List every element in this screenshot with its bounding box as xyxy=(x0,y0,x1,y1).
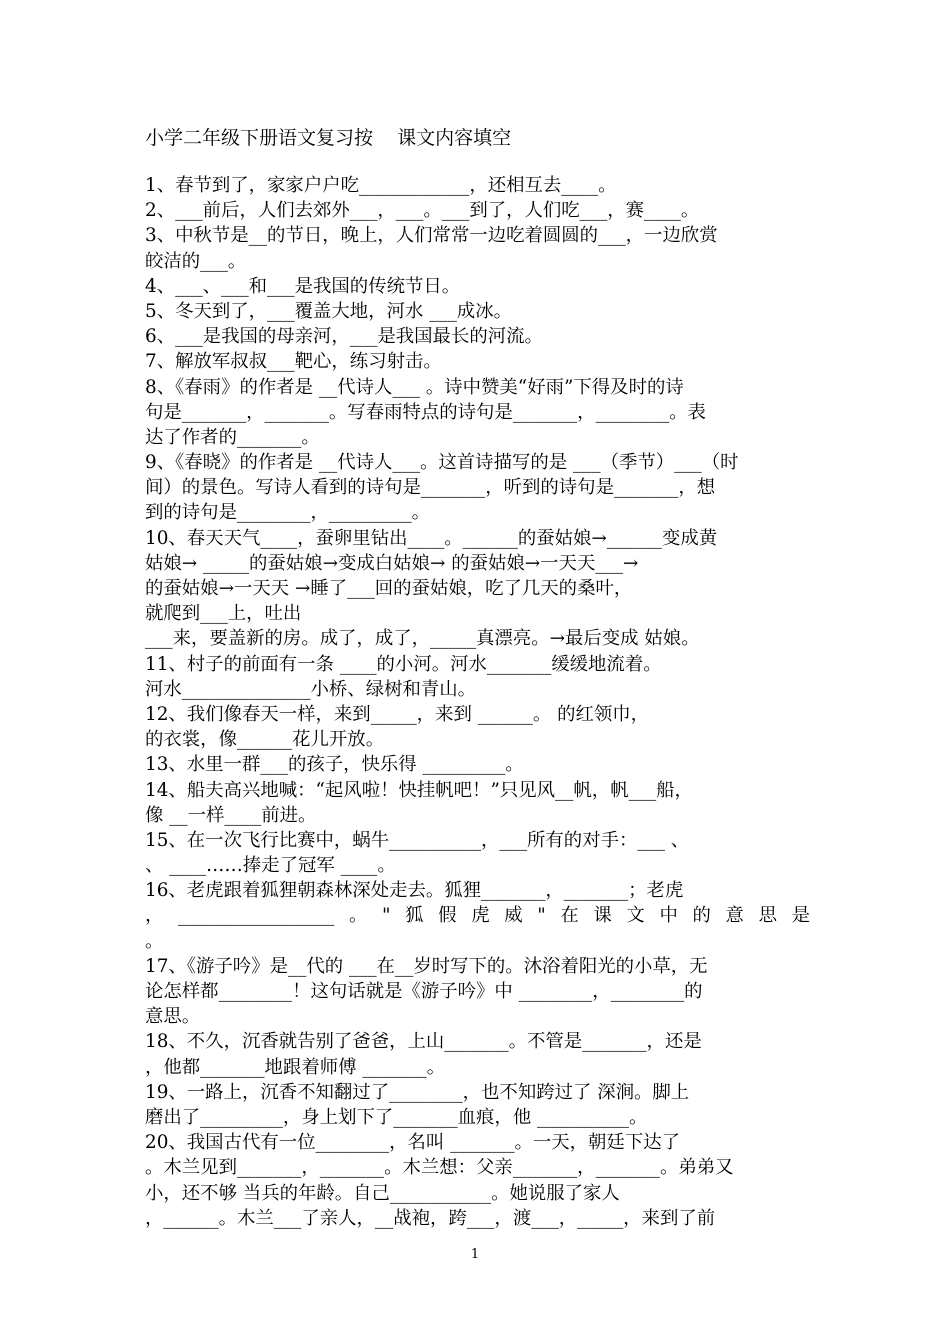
text-line: ，_________________。"狐假虎威"在课文中的意思是 xyxy=(145,905,810,927)
document-body xyxy=(145,173,810,1231)
text-line: 姑娘→ _____的蚕姑娘→变成白姑娘→ 的蚕姑娘→一天天___→ xyxy=(145,552,639,574)
text-line: 6、___是我国的母亲河，___是我国最长的河流。 xyxy=(145,326,543,348)
text-line: 10、春天天气____，蚕卵里钻出____。______的蚕姑娘→______变成黄 xyxy=(145,527,718,549)
text-line: 、 ____……捧走了冠军 ____。 xyxy=(145,855,396,877)
text-line: 19、一路上，沉香不知翻过了________，也不知跨过了 深涧。脚上 xyxy=(145,1081,690,1103)
text-line: 16、老虎跟着狐狸朝森林深处走去。狐狸_______，_______；老虎 xyxy=(145,880,684,902)
text-line: 意思。 xyxy=(145,1006,201,1028)
text-line: 13、水里一群___的孩子，快乐得 _________。 xyxy=(145,754,524,776)
text-line: 4、___、___和___是我国的传统节日。 xyxy=(145,275,461,297)
text-line: 1、春节到了，家家户户吃____________，还相互去____。 xyxy=(145,175,617,196)
text-line: 就爬到___上，吐出 xyxy=(145,603,302,625)
text-line: 的蚕姑娘→一天天 →睡了___回的蚕姑娘，吃了几天的桑叶， xyxy=(145,578,633,599)
document-title: 小学二年级下册语文复习按 课文内容填空 xyxy=(145,127,512,149)
text-line: ，他都_______地跟着师傅 _______。 xyxy=(145,1056,446,1078)
text-line: 间）的景色。写诗人看到的诗句是_______，听到的诗句是_______，想 xyxy=(145,477,716,499)
text-line: 磨出了_________，身上划下了_______血痕，他 __________。 xyxy=(145,1106,648,1128)
text-line: 5、冬天到了，___覆盖大地，河水 ___成冰。 xyxy=(145,300,512,322)
text-line: 3、中秋节是__的节日，晚上，人们常常一边吃着圆圆的___，一边欣赏 xyxy=(145,225,718,247)
text-line: 。 xyxy=(145,930,164,952)
text-line: 达了作者的_______。 xyxy=(145,426,320,448)
text-line: 7、解放军叔叔___靶心，练习射击。 xyxy=(145,351,442,373)
text-line: ___来，要盖新的房。成了，成了，_____真漂亮。→最后变成 姑娘。 xyxy=(145,628,700,650)
text-line: 小，还不够 当兵的年龄。自己___________。她说服了家人 xyxy=(145,1182,620,1204)
text-line: 句是_______，_______。写春雨特点的诗句是_______，________。表 xyxy=(145,401,706,423)
text-line: 20、我国古代有一位________，名叫 _______。一天，朝廷下达了 xyxy=(145,1132,680,1154)
text-line: 18、不久，沉香就告别了爸爸，上山_______。不管是_______，还是 xyxy=(145,1031,702,1053)
text-line: 9、《春晓》的作者是 __代诗人___。这首诗描写的是 ___（季节）___（时 xyxy=(145,452,739,474)
text-line: 。木兰见到_______，_______。木兰想：父亲_______，_______。弟弟又 xyxy=(145,1157,734,1179)
text-line: ，______。木兰___了亲人，__战袍，跨___，渡___，_____，来到了前 xyxy=(145,1207,716,1229)
text-line: 到的诗句是________，_________。 xyxy=(145,502,431,524)
text-line: 的衣裳，像______花儿开放。 xyxy=(145,729,385,751)
text-line: 皎洁的___。 xyxy=(145,250,247,272)
text-line: 2、___前后，人们去郊外___，___。___到了，人们吃___，赛____。 xyxy=(145,200,700,222)
text-line: 像 __一样____前进。 xyxy=(145,804,317,826)
page-number: 1 xyxy=(470,1247,480,1262)
text-line: 12、我们像春天一样，来到_____，来到 ______。 的红领巾， xyxy=(145,703,650,725)
text-line: 8、《春雨》的作者是 __代诗人___ 。诗中赞美“好雨”下得及时的诗 xyxy=(145,376,684,398)
text-line: 17、《游子吟》是__代的 ___在__岁时写下的。沐浴着阳光的小草，无 xyxy=(145,955,708,977)
text-line: 14、船夫高兴地喊：“起风啦！快挂帆吧！”只见风__帆，帆___船， xyxy=(145,779,693,801)
text-line: 15、在一次飞行比赛中，蜗牛__________，___所有的对手：___ 、 xyxy=(145,829,690,851)
text-line: 河水______________小桥、绿树和青山。 xyxy=(145,678,477,700)
text-line: 11、村子的前面有一条 ____的小河。河水_______缓缓地流着。 xyxy=(145,653,662,675)
text-line: 论怎样都________！这句话就是《游子吟》中 ________，________的 xyxy=(145,981,703,1002)
